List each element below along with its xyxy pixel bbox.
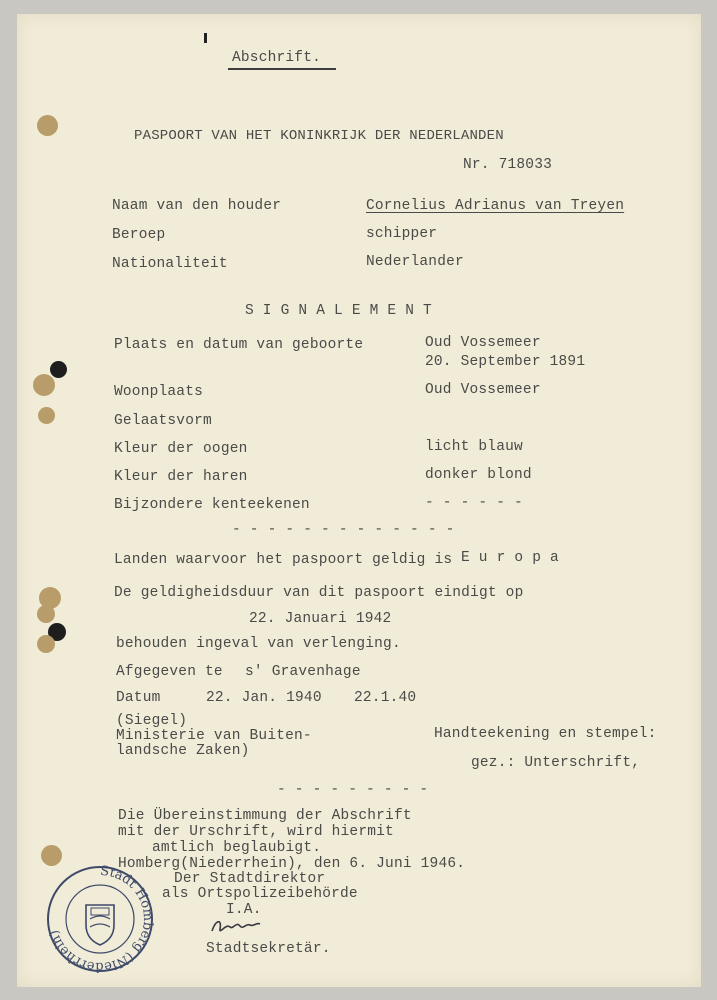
validity-countries-label: Landen waarvoor het paspoort geldig is [114,552,453,568]
birth-label: Plaats en datum van geboorte [114,337,364,353]
separator-line-2: - - - - - - - - - [277,782,429,798]
binder-hole [38,407,55,424]
seal-line-2: Ministerie van Buiten- [116,728,312,744]
birth-date-value: 20. September 1891 [425,354,586,370]
nationality-value: Nederlander [366,254,464,270]
eye-color-value: licht blauw [425,439,523,455]
document-title: PASPOORT VAN HET KONINKRIJK DER NEDERLANDEN [134,128,504,144]
cert-line-7: I.A. [226,902,262,918]
passport-number: Nr. 718033 [463,157,553,173]
seal-line-3: landsche Zaken) [116,743,250,759]
binder-hole [50,361,67,378]
signature-value: gez.: Unterschrift, [471,755,641,771]
validity-end-label: De geldigheidsduur van dit paspoort eindigt op [114,585,524,601]
birth-place-value: Oud Vossemeer [425,335,541,351]
eye-color-label: Kleur der oogen [114,441,248,457]
date-label: Datum [116,690,161,706]
residence-label: Woonplaats [114,384,204,400]
issued-label: Afgegeven te [116,664,223,680]
ink-mark [204,33,207,43]
handwritten-signature [208,915,268,939]
separator-line: - - - - - - - - - - - - - [232,522,455,538]
signature-label: Handteekening en stempel: [434,726,657,742]
marks-value: - - - - - - [425,495,523,511]
residence-value: Oud Vossemeer [425,382,541,398]
binder-hole [37,635,55,653]
cert-line-8: Stadtsekretär. [206,941,331,957]
date-value: 22. Jan. 1940 [206,690,322,706]
validity-end-date: 22. Januari 1942 [249,611,392,627]
signalement-heading: S I G N A L E M E N T [245,303,432,319]
cert-line-3: amtlich beglaubigt. [152,840,322,856]
cert-line-1: Die Übereinstimmung der Abschrift [118,808,412,824]
cert-line-5: Der Stadtdirektor [174,871,326,887]
cert-line-4: Homberg(Niederrhein), den 6. Juni 1946. [118,856,466,872]
occupation-value: schipper [366,226,438,242]
occupation-label: Beroep [112,227,166,243]
nationality-label: Nationaliteit [112,256,228,272]
svg-text:Stadt Homberg (Niederrhein): Stadt Homberg (Niederrhein) [46,863,156,975]
binder-hole [37,605,55,623]
hair-color-value: donker blond [425,467,532,483]
document-header: Abschrift. [232,50,322,66]
binder-hole [37,115,58,136]
validity-countries-value: E u r o p a [461,550,559,566]
official-stamp [44,863,156,975]
header-underline [228,68,336,70]
hair-color-label: Kleur der haren [114,469,248,485]
face-shape-label: Gelaatsvorm [114,413,212,429]
validity-extension: behouden ingeval van verlenging. [116,636,401,652]
binder-hole [33,374,55,396]
cert-line-6: als Ortspolizeibehörde [162,886,358,902]
date-short: 22.1.40 [354,690,417,706]
seal-line-1: (Siegel) [116,713,188,729]
holder-name-label: Naam van den houder [112,198,282,214]
issued-place: s' Gravenhage [245,664,361,680]
marks-label: Bijzondere kenteekenen [114,497,310,513]
cert-line-2: mit der Urschrift, wird hiermit [118,824,394,840]
holder-name-value: Cornelius Adrianus van Treyen [366,198,625,214]
